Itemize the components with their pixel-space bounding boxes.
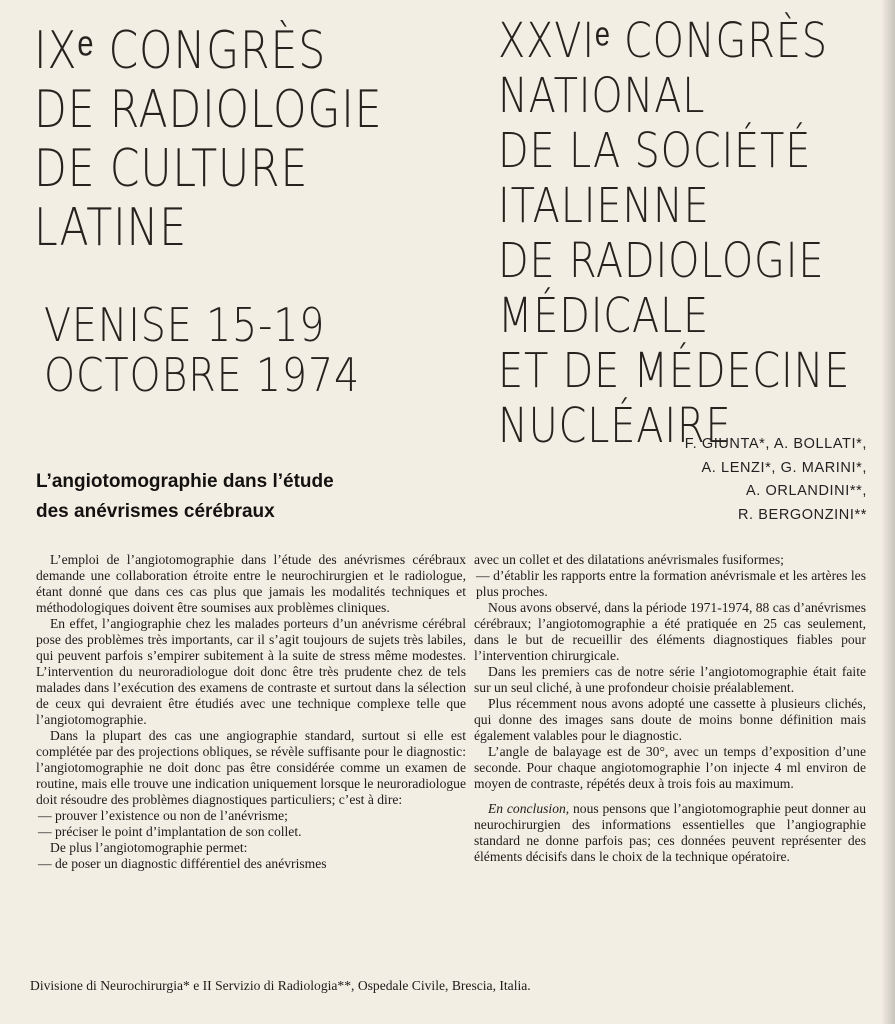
paragraph-continued: avec un collet et des dilatations anévrismales fusiformes;: [474, 552, 784, 567]
paragraph: Dans la plupart des cas une angiographie standard, surtout si elle est complétée par des projections obliques, se révèle suffisante pour le diagnostic: l’angiotomographie ne doit donc pas être considérée comme un examen de routine, mais elle trouve une indication uniquement lorsque le neuroradiologue doit résoudre des problèmes diagnostiques particuliers; c’est à dire:: [36, 728, 466, 807]
dash-item: — prouver l’existence ou non de l’anévrisme;: [38, 808, 288, 823]
paragraph: L’emploi de l’angiotomographie dans l’étude des anévrismes cérébraux demande une collaboration étroite entre le neurochirurgien et le radiologue, étant donné que dans ces cas plus que jamais les modalités techniques et méthodologiques doivent être soumises aux problèmes cliniques.: [36, 552, 466, 615]
congress-left-line: IXᵉ CONGRÈS: [34, 21, 327, 81]
congress-left-line: DE RADIOLOGIE: [34, 80, 383, 140]
congress-right-line: ITALIENNE: [498, 178, 710, 234]
author-list: [685, 433, 867, 527]
author-line: R. BERGONZINI**: [737, 506, 867, 523]
congress-left-line: LATINE: [34, 198, 187, 258]
author-line: A. LENZI*, G. MARINI*,: [701, 459, 867, 476]
article-title-line: des anévrismes cérébraux: [36, 501, 275, 522]
congress-right-line: NUCLÉAIRE: [498, 398, 732, 454]
congress-right-line: XXVIᵉ CONGRÈS: [498, 13, 828, 69]
venue-line: VENISE 15-19: [44, 298, 326, 352]
dash-item: — de poser un diagnostic différentiel des anévrismes: [38, 856, 327, 871]
conclusion-text: nous pensons que l’angiotomographie peut donner au neurochirurgien des informations essentielles que l’angiographie standard ne donne parfois pas; ces données peuvent représenter des éléments décisifs dans le choix de la technique opératoire.: [474, 801, 866, 864]
article-title: [36, 467, 334, 527]
paragraph: Nous avons observé, dans la période 1971-1974, 88 cas d’anévrismes cérébraux; l’angiotomographie a été pratiquée en 25 cas seulement, dans le but de recueillir des éléments diagnostiques fiables pour l’intervention chirurgicale.: [474, 600, 866, 663]
paragraph: De plus l’angiotomographie permet:: [50, 840, 248, 855]
congress-right-line: NATIONAL: [498, 68, 706, 124]
congress-left-line: DE CULTURE: [34, 139, 309, 199]
spacer: [474, 792, 866, 801]
dash-item: — d’établir les rapports entre la formation anévrismale et les artères les plus proches.: [476, 568, 866, 599]
affiliation-footnote: Divisione di Neurochirurgia* e II Servizio di Radiologia**, Ospedale Civile, Brescia, Italia.: [30, 978, 531, 993]
congress-left-title: [34, 22, 459, 258]
dash-item: — préciser le point d’implantation de son collet.: [38, 824, 302, 839]
congress-venue-date: [44, 300, 411, 400]
body-column-left: [36, 552, 466, 872]
congress-right-line: DE LA SOCIÉTÉ: [498, 123, 812, 179]
body-column-right: [474, 552, 866, 865]
paragraph: Plus récemment nous avons adopté une cassette à plusieurs clichés, qui donne des images sans doute de moins bonne définition mais également valables pour le diagnostic.: [474, 696, 866, 743]
congress-right-line: MÉDICALE: [498, 288, 710, 344]
congress-right-line: ET DE MÉDECINE: [498, 343, 851, 399]
author-line: F. GIUNTA*, A. BOLLATI*,: [684, 436, 867, 452]
conclusion-paragraph: [474, 801, 866, 865]
paragraph: En effet, l’angiographie chez les malades porteurs d’un anévrisme cérébral pose des problèmes très importants, car il s’agit toujours de sujets très labiles, qui peuvent parfois s’empirer subitement à la suite de stress même modestes. L’intervention du neuroradiologue doit donc être très prudente chez de tels malades dans l’exécution des examens de contraste et surtout dans la sélection de ceux qui devraient être étudiés avec une technique complexe telle que l’angiotomographie.: [36, 616, 466, 727]
article-title-line: L’angiotomographie dans l’étude: [36, 471, 334, 492]
paragraph: L’angle de balayage est de 30°, avec un temps d’exposition d’une seconde. Pour chaque angiotomographie l’on injecte 4 ml environ de moyen de contraste, répétés deux à trois fois au maximum.: [474, 744, 866, 791]
author-line: A. ORLANDINI**,: [746, 483, 867, 499]
date-line: OCTOBRE 1974: [44, 348, 361, 402]
congress-right-line: DE RADIOLOGIE: [498, 233, 825, 289]
conclusion-lead: En conclusion,: [488, 801, 570, 816]
paragraph: Dans les premiers cas de notre série l’angiotomographie était faite sur un seul cliché, à une profondeur choisie préalablement.: [474, 664, 866, 695]
congress-right-title: [498, 14, 895, 454]
